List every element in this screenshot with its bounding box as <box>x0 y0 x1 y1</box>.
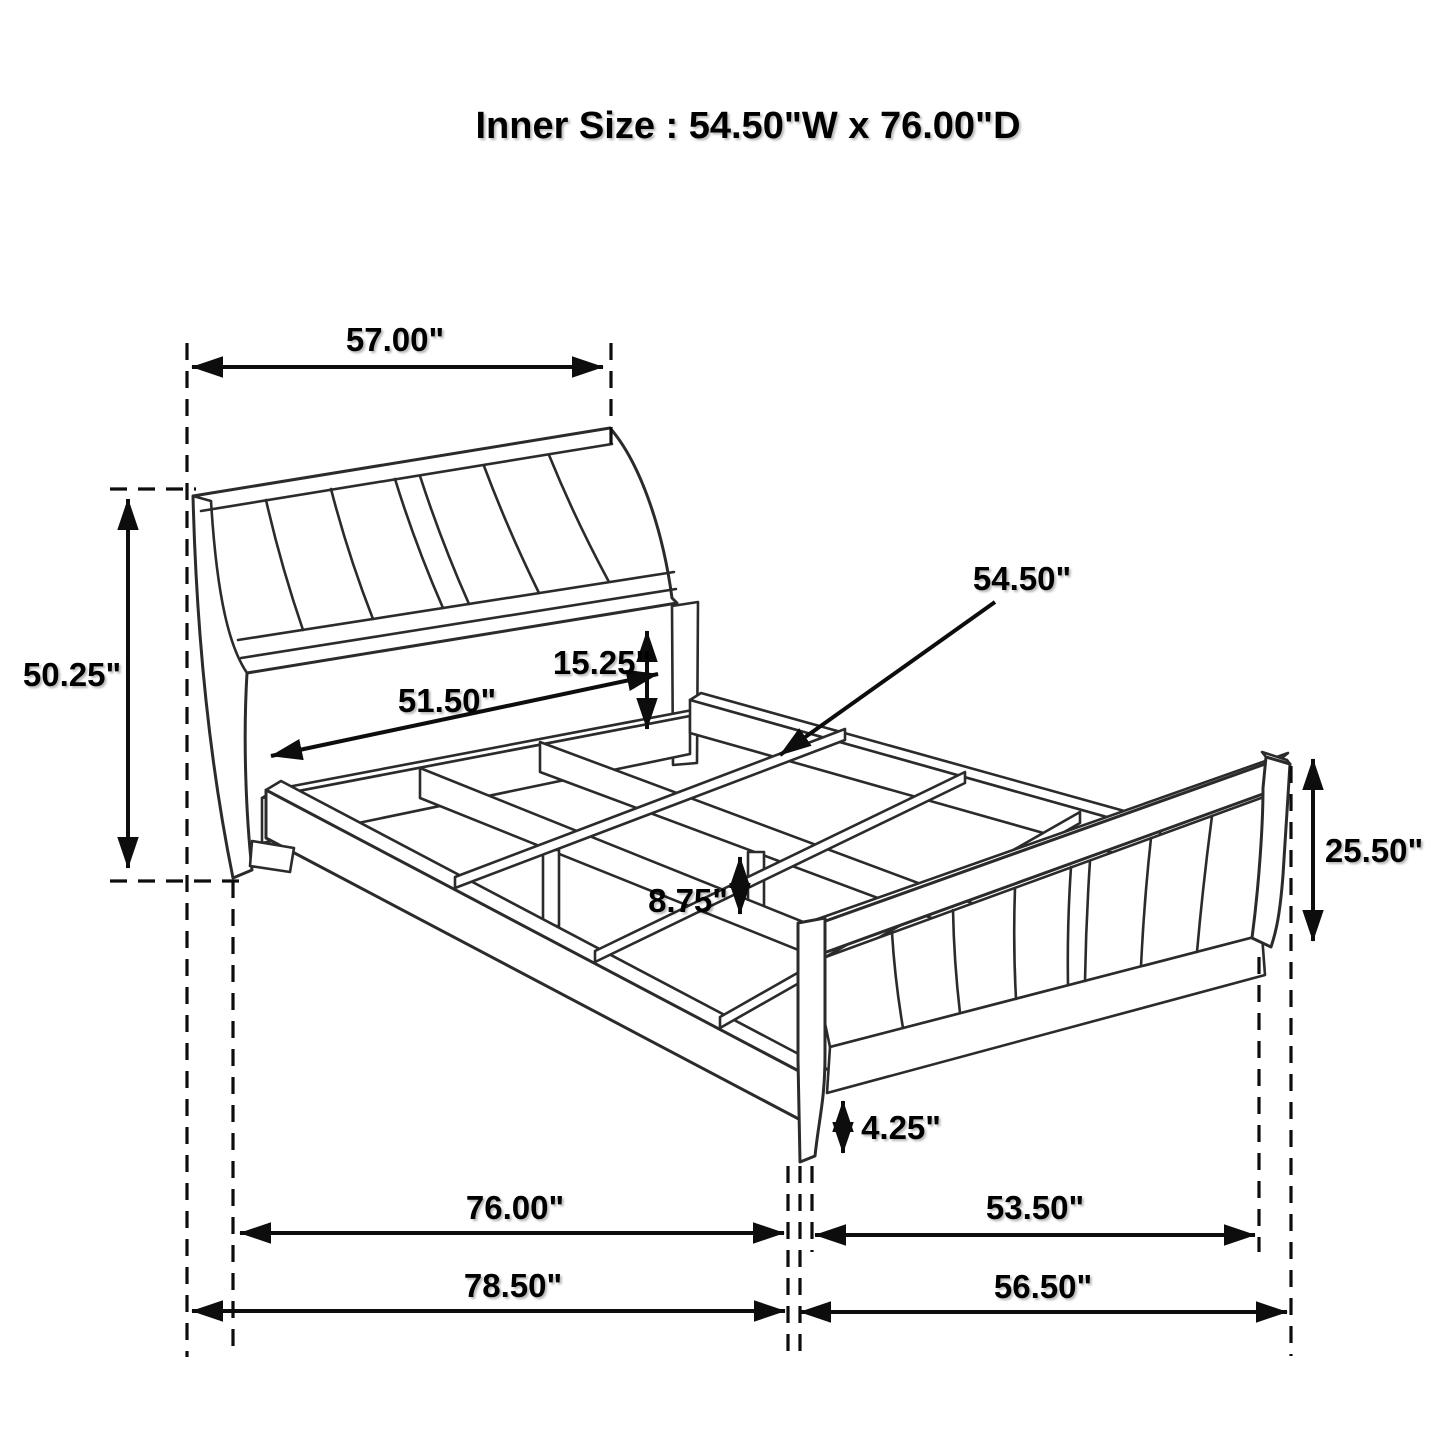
rail-bracket <box>250 841 294 872</box>
dim-label-inner-head-width: 51.50" <box>397 682 497 719</box>
diagram-title: Inner Size : 54.50"W x 76.00"D <box>475 105 1021 147</box>
dim-label-footboard-leg-height: 4.25" <box>861 1109 941 1146</box>
support-leg <box>543 850 559 926</box>
dim-label-headboard-width: 57.00" <box>345 321 445 358</box>
dim-label-overall-depth: 78.50" <box>463 1267 563 1304</box>
dim-label-headboard-rail-gap: 15.25" <box>552 644 652 681</box>
dim-label-headboard-height: 50.25" <box>22 656 122 693</box>
dim-label-footboard-height: 25.50" <box>1324 832 1424 869</box>
dim-label-overall-width: 56.50" <box>993 1268 1093 1305</box>
footboard-near-post <box>798 918 825 1162</box>
dim-label-footboard-width: 53.50" <box>985 1189 1085 1226</box>
dim-label-center-support-height: 8.75" <box>648 882 728 919</box>
dim-label-slat-length: 54.50" <box>972 560 1072 597</box>
dim-label-inner-depth: 76.00" <box>465 1189 565 1226</box>
dim-leader-slat-length <box>780 602 995 755</box>
